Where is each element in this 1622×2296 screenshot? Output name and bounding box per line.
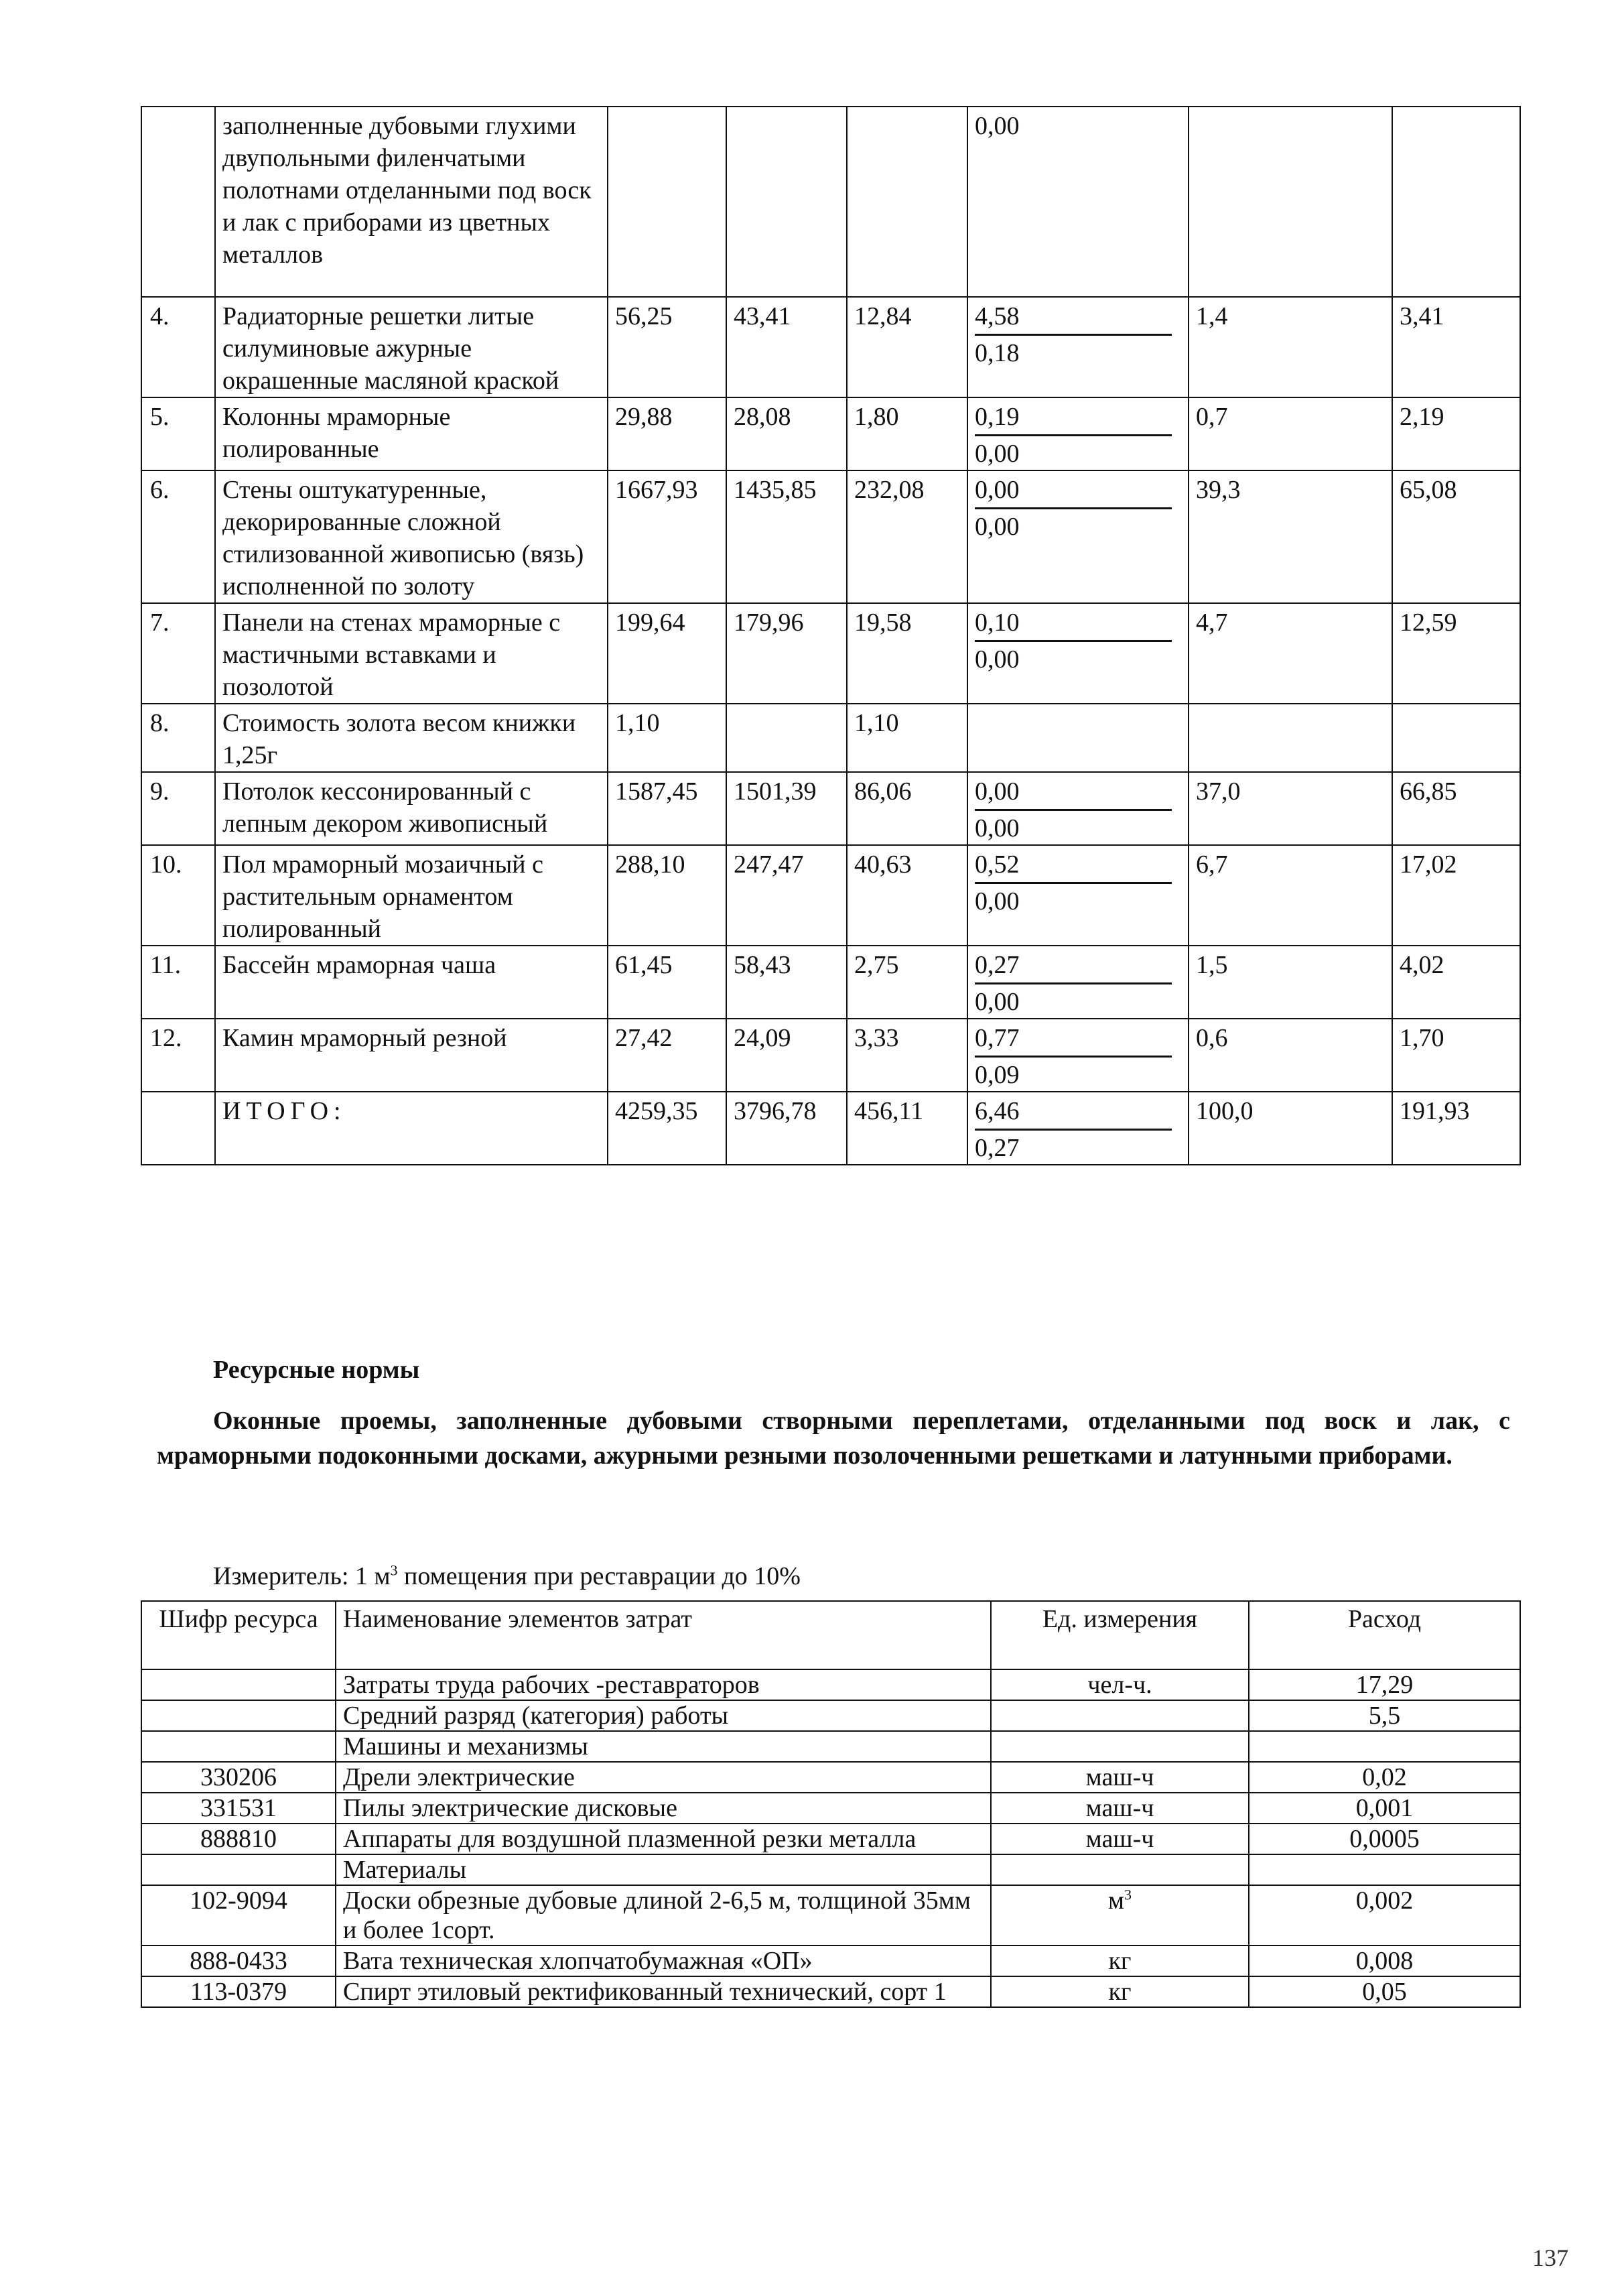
cell-value: 199,64 (608, 603, 726, 704)
resource-rate: 0,05 (1249, 1976, 1520, 2007)
resource-unit (991, 1976, 1249, 2007)
resource-rate (1249, 1731, 1520, 1762)
resource-code (141, 1854, 336, 1885)
fraction-cell (967, 704, 1189, 772)
resource-code (141, 1700, 336, 1731)
fraction-denominator: 0,00 (975, 887, 1020, 915)
cell-value: 17,02 (1392, 845, 1520, 946)
fraction-denominator: 0,00 (975, 988, 1020, 1016)
cell-value: 4,02 (1392, 946, 1520, 1019)
cell-value: 12,59 (1392, 603, 1520, 704)
cell-value: 1,4 (1189, 297, 1392, 397)
fraction-numerator: 6,46 (975, 1095, 1172, 1131)
resource-header-row (141, 1601, 1520, 1669)
resource-code: 330206 (141, 1762, 336, 1793)
cell-value: 19,58 (847, 603, 967, 704)
row-number: 5. (141, 397, 215, 470)
resource-code: 113-0379 (141, 1976, 336, 2007)
fraction-cell (967, 946, 1189, 1019)
cell-value: 39,3 (1189, 470, 1392, 603)
row-number: 9. (141, 772, 215, 845)
cell-value: 1,10 (608, 704, 726, 772)
resource-row (141, 1700, 1520, 1731)
cell-value: 3,41 (1392, 297, 1520, 397)
resource-unit (991, 1793, 1249, 1824)
cell-value: 232,08 (847, 470, 967, 603)
unit-text: кг (1108, 1978, 1132, 2006)
fraction-numerator: 0,77 (975, 1022, 1172, 1058)
table-row (141, 946, 1520, 1019)
fraction-numerator: 0,10 (975, 607, 1172, 642)
unit-text: маш-ч (1085, 1794, 1154, 1822)
cell-value: 27,42 (608, 1019, 726, 1092)
fraction-cell (967, 397, 1189, 470)
unit-text: чел-ч. (1087, 1671, 1152, 1699)
cell-value: 4259,35 (608, 1092, 726, 1165)
table-row (141, 1019, 1520, 1092)
fraction-cell (967, 470, 1189, 603)
resource-rate: 0,0005 (1249, 1824, 1520, 1854)
table-row (141, 772, 1520, 845)
resource-name: Спирт этиловый ректификованный технический, сорт 1 (336, 1976, 991, 2007)
fraction-denominator: 0,00 (975, 513, 1020, 541)
table-row (141, 397, 1520, 470)
cell-value: 61,45 (608, 946, 726, 1019)
row-number: 8. (141, 704, 215, 772)
row-number: 10. (141, 845, 215, 946)
resource-rate (1249, 1854, 1520, 1885)
cell-value (1392, 704, 1520, 772)
cell-value: 3,33 (847, 1019, 967, 1092)
fraction-numerator: 0,27 (975, 949, 1172, 984)
cell-value: 58,43 (726, 946, 847, 1019)
resource-unit (991, 1762, 1249, 1793)
row-name: Радиаторные решетки литые силуминовые ажурные окрашенные масляной краской (215, 297, 608, 397)
row-name: Пол мраморный мозаичный с растительным орнаментом полированный (215, 845, 608, 946)
section-paragraph: Оконные проемы, заполненные дубовыми створными переплетами, отделанными под воск и лак, с мраморными подоконными досками, ажурными резными позолоченными решетками и латунными приборами. (157, 1407, 1510, 1470)
header-code: Шифр ресурса (141, 1601, 336, 1669)
cell-value: 1435,85 (726, 470, 847, 603)
row-name: Бассейн мраморная чаша (215, 946, 608, 1019)
row-name: Потолок кессонированный с лепным декором живописный (215, 772, 608, 845)
resource-code: 102-9094 (141, 1885, 336, 1946)
resource-rate: 0,008 (1249, 1946, 1520, 1976)
fraction-numerator: 0,00 (975, 474, 1172, 509)
resource-code: 888810 (141, 1824, 336, 1854)
row-number: 6. (141, 470, 215, 603)
cell-value: 86,06 (847, 772, 967, 845)
row-fraction: 0,00 (967, 107, 1189, 297)
cell-value: 247,47 (726, 845, 847, 946)
resource-unit (991, 1885, 1249, 1946)
resource-rate: 17,29 (1249, 1669, 1520, 1700)
unit-exponent: 3 (1124, 1886, 1132, 1903)
total-row (141, 1092, 1520, 1165)
fraction-numerator: 0,52 (975, 848, 1172, 884)
unit-text: маш-ч (1085, 1763, 1154, 1791)
fraction-cell (967, 845, 1189, 946)
resource-name: Вата техническая хлопчатобумажная «ОП» (336, 1946, 991, 1976)
cell-value: 100,0 (1189, 1092, 1392, 1165)
resource-name: Доски обрезные дубовые длиной 2-6,5 м, толщиной 35мм и более 1сорт. (336, 1885, 991, 1946)
cell-value: 24,09 (726, 1019, 847, 1092)
resource-unit (991, 1700, 1249, 1731)
resource-code (141, 1669, 336, 1700)
cell-value: 6,7 (1189, 845, 1392, 946)
resource-rate: 0,02 (1249, 1762, 1520, 1793)
table-row (141, 603, 1520, 704)
fraction-numerator: 4,58 (975, 300, 1172, 336)
resource-row (141, 1731, 1520, 1762)
resource-row (141, 1669, 1520, 1700)
resource-code: 331531 (141, 1793, 336, 1824)
cell-value: 191,93 (1392, 1092, 1520, 1165)
fraction-denominator: 0,00 (975, 440, 1020, 468)
resource-unit (991, 1854, 1249, 1885)
cell-value: 12,84 (847, 297, 967, 397)
fraction-cell (967, 1019, 1189, 1092)
cell-value: 4,7 (1189, 603, 1392, 704)
measure-exponent: 3 (390, 1561, 398, 1579)
cell-value: 65,08 (1392, 470, 1520, 603)
cell-value (1189, 704, 1392, 772)
cell-value: 1667,93 (608, 470, 726, 603)
cell-value: 456,11 (847, 1092, 967, 1165)
cell-value: 1,70 (1392, 1019, 1520, 1092)
cell-value: 37,0 (1189, 772, 1392, 845)
table-row (141, 470, 1520, 603)
resource-name: Аппараты для воздушной плазменной резки металла (336, 1824, 991, 1854)
cell-value: 3796,78 (726, 1092, 847, 1165)
resource-name: Материалы (336, 1854, 991, 1885)
row-name: Стены оштукатуренные, декорированные сложной стилизованной живописью (вязь) исполненной по золоту (215, 470, 608, 603)
row-number: 7. (141, 603, 215, 704)
row-number (141, 1092, 215, 1165)
row-number: 11. (141, 946, 215, 1019)
cell-value: 56,25 (608, 297, 726, 397)
resource-code: 888-0433 (141, 1946, 336, 1976)
table-row-continuation (141, 107, 1520, 297)
resource-row (141, 1762, 1520, 1793)
section-heading: Ресурсные нормы (213, 1356, 420, 1384)
row-name: Стоимость золота весом книжки 1,25г (215, 704, 608, 772)
cell-value: 179,96 (726, 603, 847, 704)
resource-name: Машины и механизмы (336, 1731, 991, 1762)
fraction-denominator: 0,18 (975, 339, 1020, 367)
unit-text: кг (1108, 1947, 1132, 1975)
resource-unit (991, 1669, 1249, 1700)
resource-unit (991, 1731, 1249, 1762)
cell-value: 2,75 (847, 946, 967, 1019)
cell-value: 43,41 (726, 297, 847, 397)
cell-value: 0,7 (1189, 397, 1392, 470)
fraction-denominator: 0,27 (975, 1134, 1020, 1162)
resource-row (141, 1824, 1520, 1854)
resource-unit (991, 1946, 1249, 1976)
fraction-numerator: 0,00 (975, 775, 1172, 811)
fraction-cell (967, 603, 1189, 704)
resource-rate: 0,002 (1249, 1885, 1520, 1946)
cell-value: 29,88 (608, 397, 726, 470)
resource-name: Средний разряд (категория) работы (336, 1700, 991, 1731)
total-label: ИТОГО: (215, 1092, 608, 1165)
cell-value: 288,10 (608, 845, 726, 946)
cell-value: 40,63 (847, 845, 967, 946)
row-name: Панели на стенах мраморные с мастичными вставками и позолотой (215, 603, 608, 704)
resource-rate: 5,5 (1249, 1700, 1520, 1731)
resource-row (141, 1976, 1520, 2007)
cell-value: 1587,45 (608, 772, 726, 845)
resource-name: Пилы электрические дисковые (336, 1793, 991, 1824)
resource-code (141, 1731, 336, 1762)
measure-line: Измеритель: 1 $м^3$ помещения при реставрации до 10% (213, 1561, 801, 1590)
resource-name: Затраты труда рабочих -реставраторов (336, 1669, 991, 1700)
table-row (141, 704, 1520, 772)
fraction-denominator: 0,00 (975, 645, 1020, 674)
fraction-denominator: 0,09 (975, 1061, 1020, 1089)
fraction-cell (967, 1092, 1189, 1165)
table-row (141, 297, 1520, 397)
page-number: 137 (1532, 2244, 1568, 2271)
cell-value: 28,08 (726, 397, 847, 470)
resource-row (141, 1854, 1520, 1885)
row-number: 4. (141, 297, 215, 397)
cell-value: 1,5 (1189, 946, 1392, 1019)
cell-value: 1501,39 (726, 772, 847, 845)
cost-table (141, 106, 1521, 1165)
resource-row (141, 1793, 1520, 1824)
row-name: заполненные дубовыми глухими двупольными филенчатыми полотнами отделанными под воск и лак с приборами из цветных металлов (215, 107, 608, 297)
resource-name: Дрели электрические (336, 1762, 991, 1793)
fraction-numerator: 0,19 (975, 401, 1172, 436)
table-row (141, 845, 1520, 946)
resource-table (141, 1600, 1521, 2008)
header-unit: Ед. измерения (991, 1601, 1249, 1669)
cell-value: 2,19 (1392, 397, 1520, 470)
cell-value: 0,6 (1189, 1019, 1392, 1092)
fraction-cell (967, 297, 1189, 397)
row-name: Колонны мраморные полированные (215, 397, 608, 470)
resource-row (141, 1885, 1520, 1946)
fraction-cell (967, 772, 1189, 845)
cell-value: 66,85 (1392, 772, 1520, 845)
resource-row (141, 1946, 1520, 1976)
cell-value (726, 704, 847, 772)
cell-value: 1,80 (847, 397, 967, 470)
header-rate: Расход (1249, 1601, 1520, 1669)
header-name: Наименование элементов затрат (336, 1601, 991, 1669)
unit-text: м (1107, 1887, 1125, 1915)
unit-text: маш-ч (1085, 1825, 1154, 1853)
fraction-denominator: 0,00 (975, 814, 1020, 842)
row-number: 12. (141, 1019, 215, 1092)
cell-value: 1,10 (847, 704, 967, 772)
resource-unit (991, 1824, 1249, 1854)
resource-rate: 0,001 (1249, 1793, 1520, 1824)
row-name: Камин мраморный резной (215, 1019, 608, 1092)
